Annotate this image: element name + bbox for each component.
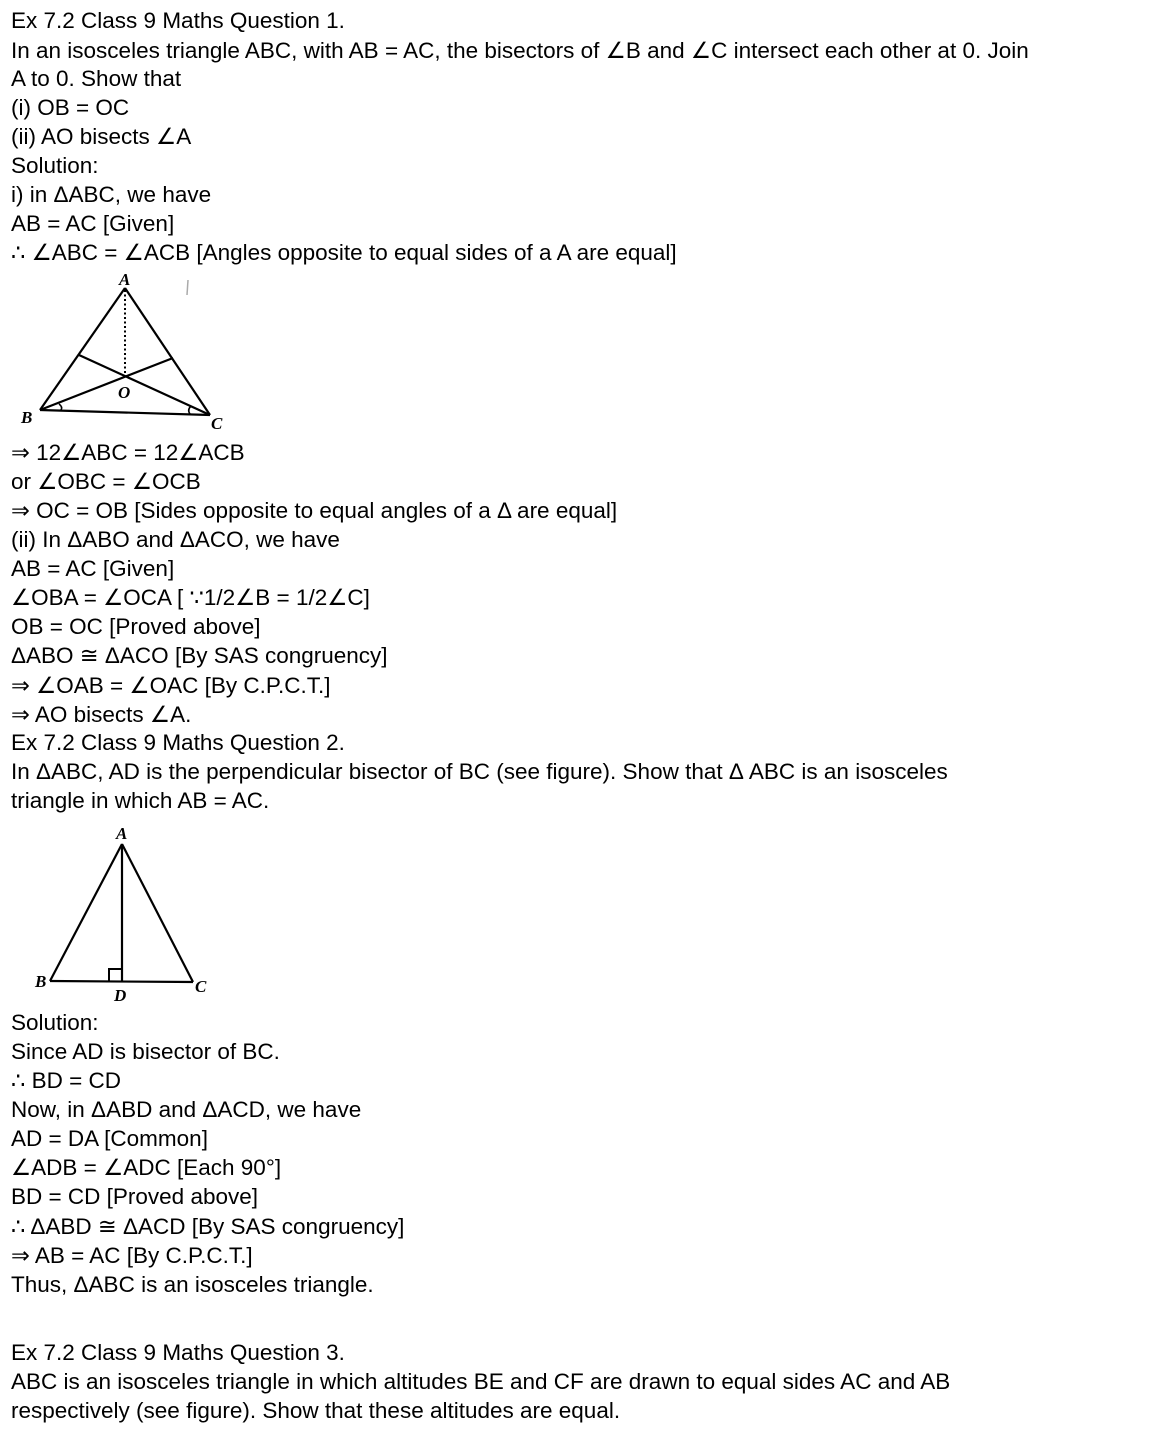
q1-solution-line: ΔABO ≅ ΔACO [By SAS congruency] <box>11 643 388 668</box>
q2-solution-line: ∴ BD = CD <box>11 1068 121 1093</box>
q1-solution-line: ⇒ OC = OB [Sides opposite to equal angles of a Δ are equal] <box>11 498 618 523</box>
side-ab <box>50 844 122 981</box>
q2-solution-line: BD = CD [Proved above] <box>11 1184 258 1209</box>
q1-solution-line: Solution: <box>11 153 99 178</box>
bisector-from-b <box>40 358 173 410</box>
q1-solution-line: ⇒ 12∠ABC = 12∠ACB <box>11 440 245 465</box>
q1-solution-line: AB = AC [Given] <box>11 211 175 236</box>
q1-question-line: A to 0. Show that <box>11 66 182 91</box>
vertex-label-a: A <box>116 824 128 843</box>
vertex-label-b: B <box>21 408 33 427</box>
q3-question-line: respectively (see figure). Show that these altitudes are equal. <box>11 1398 621 1423</box>
angle-mark-c <box>189 406 191 414</box>
vertex-label-c: C <box>195 977 207 996</box>
q2-solution-line: Since AD is bisector of BC. <box>11 1039 280 1064</box>
q2-solution-line: AD = DA [Common] <box>11 1126 208 1151</box>
q1-question-line: (i) OB = OC <box>11 95 130 120</box>
q1-heading: Ex 7.2 Class 9 Maths Question 1. <box>11 8 345 33</box>
side-bc <box>40 410 210 415</box>
q1-triangle-figure <box>15 268 235 436</box>
point-label-o: O <box>118 383 131 402</box>
q2-solution-line: ∴ ΔABD ≅ ΔACD [By SAS congruency] <box>11 1214 405 1239</box>
q1-question-line: (ii) AO bisects ∠A <box>11 124 192 149</box>
side-bc <box>50 981 193 982</box>
q2-solution-line: Thus, ΔABC is an isosceles triangle. <box>11 1272 374 1297</box>
q2-question-line: triangle in which AB = AC. <box>11 788 270 813</box>
q1-solution-line: or ∠OBC = ∠OCB <box>11 469 201 494</box>
vertex-label-a: A <box>119 270 131 289</box>
side-ac <box>122 844 193 982</box>
stray-mark <box>187 280 188 295</box>
q1-solution-line: ⇒ ∠OAB = ∠OAC [By C.P.C.T.] <box>11 673 331 698</box>
point-label-d: D <box>114 986 127 1005</box>
q2-solution-line: ⇒ AB = AC [By C.P.C.T.] <box>11 1243 253 1268</box>
q2-heading: Ex 7.2 Class 9 Maths Question 2. <box>11 730 345 755</box>
q3-question-line: ABC is an isosceles triangle in which altitudes BE and CF are drawn to equal sides AC and AB <box>11 1369 951 1394</box>
q1-solution-line: ∴ ∠ABC = ∠ACB [Angles opposite to equal sides of a A are equal] <box>11 240 677 265</box>
q2-question-line: In ΔABC, AD is the perpendicular bisector of BC (see figure). Show that Δ ABC is an isosceles <box>11 759 948 784</box>
q2-solution-line: Now, in ΔABD and ΔACD, we have <box>11 1097 362 1122</box>
q1-solution-line: OB = OC [Proved above] <box>11 614 261 639</box>
q1-solution-line: ∠OBA = ∠OCA [ ∵1/2∠B = 1/2∠C] <box>11 585 370 610</box>
q1-solution-line: AB = AC [Given] <box>11 556 175 581</box>
vertex-label-c: C <box>211 414 223 433</box>
q1-solution-line: (ii) In ΔABO and ΔACO, we have <box>11 527 340 552</box>
q1-question-line: In an isosceles triangle ABC, with AB = AC, the bisectors of ∠B and ∠C intersect each other at 0. Join <box>11 38 1029 63</box>
q2-triangle-figure <box>30 820 220 1006</box>
angle-mark-b <box>59 404 62 410</box>
right-angle-mark <box>109 969 122 981</box>
q1-solution-line: ⇒ AO bisects ∠A. <box>11 702 192 727</box>
q3-heading: Ex 7.2 Class 9 Maths Question 3. <box>11 1340 345 1365</box>
side-ab <box>40 288 125 410</box>
vertex-label-b: B <box>35 972 47 991</box>
q1-solution-line: i) in ΔABC, we have <box>11 182 212 207</box>
q2-solution-line: ∠ADB = ∠ADC [Each 90°] <box>11 1155 282 1180</box>
q2-solution-line: Solution: <box>11 1010 99 1035</box>
